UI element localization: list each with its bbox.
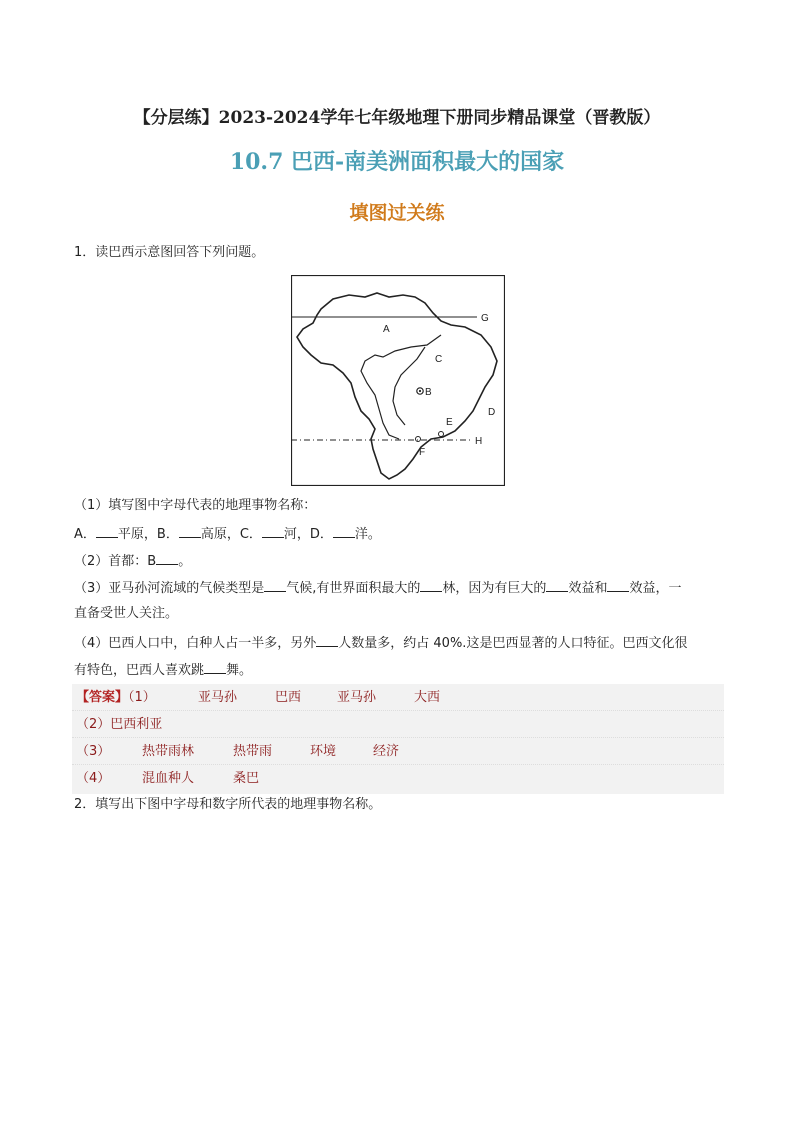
blank-c[interactable] — [262, 524, 284, 538]
answer-item: 大西 — [414, 690, 441, 705]
question-1-stem: 1．读巴西示意图回答下列问题。 — [74, 245, 265, 260]
blank-capital[interactable] — [156, 551, 178, 565]
map-label-d: D — [488, 407, 496, 418]
blank-d[interactable] — [333, 524, 355, 538]
answer-item: 巴西 — [275, 690, 302, 705]
sub-question-4: （4）巴西人口中，白种人占一半多，另外 人数量多，约占 40%.这是巴西显著的人口特征。巴西文化很 — [74, 633, 687, 653]
sub-question-3-line2: 直备受世人关注。 — [74, 606, 179, 621]
answer-row-3: （3） 热带雨林 热带雨 环境 经济 — [72, 738, 724, 765]
answer-tag: 【答案】 — [76, 690, 129, 705]
answer-item: 亚马孙 — [337, 690, 377, 705]
section-title: 填图过关练 — [349, 202, 445, 224]
question-2-stem: 2．填写出下图中字母和数字所代表的地理事物名称。 — [74, 797, 382, 812]
map-label-a: A — [383, 324, 390, 335]
blank-b[interactable] — [179, 524, 201, 538]
sub-question-4-line2: 有特色，巴西人喜欢跳 舞。 — [74, 660, 252, 680]
answer-item: 混血种人 — [142, 771, 195, 786]
series-title: 【分层练】2023-2024学年七年级地理下册同步精品课堂（晋教版） — [133, 108, 661, 128]
answer-item: 桑巴 — [233, 771, 260, 786]
blank-benefit-2[interactable] — [607, 578, 629, 592]
sub-question-3: （3）亚马孙河流域的气候类型是 气候,有世界面积最大的 林，因为有巨大的 效益和 效益，一 — [74, 578, 681, 598]
answer-item: 亚马孙 — [198, 690, 238, 705]
blank-climate[interactable] — [264, 578, 286, 592]
blank-benefit-1[interactable] — [546, 578, 568, 592]
map-label-h: H — [475, 436, 483, 447]
sub-question-1-title: （1）填写图中字母代表的地理事物名称： — [74, 498, 317, 513]
blank-dance[interactable] — [204, 660, 226, 674]
map-label-c: C — [435, 354, 443, 365]
answer-row-2: （2）巴西利亚 — [72, 711, 724, 738]
answer-item: 热带雨 — [233, 744, 273, 759]
answer-item: 热带雨林 — [142, 744, 195, 759]
blank-forest[interactable] — [420, 578, 442, 592]
map-label-b: B — [425, 387, 432, 398]
answer-item: 环境 — [310, 744, 337, 759]
blank-population[interactable] — [316, 633, 338, 647]
blank-a[interactable] — [96, 524, 118, 538]
brazil-map — [291, 275, 505, 486]
answer-item: 经济 — [373, 744, 400, 759]
answer-row-4: （4） 混血种人 桑巴 — [72, 765, 724, 792]
sub-question-2: （2）首都：B 。 — [74, 551, 191, 571]
answer-row-1: 【答案】（1） 亚马孙 巴西 亚马孙 大西 — [72, 684, 724, 711]
lesson-title: 10.7 巴西-南美洲面积最大的国家 — [229, 149, 565, 175]
map-label-f: F — [419, 447, 426, 458]
map-label-e: E — [446, 417, 453, 428]
map-label-g: G — [481, 313, 489, 324]
sub-question-1-blanks: A． 平原，B． 高原，C． 河，D． 洋。 — [74, 524, 381, 544]
